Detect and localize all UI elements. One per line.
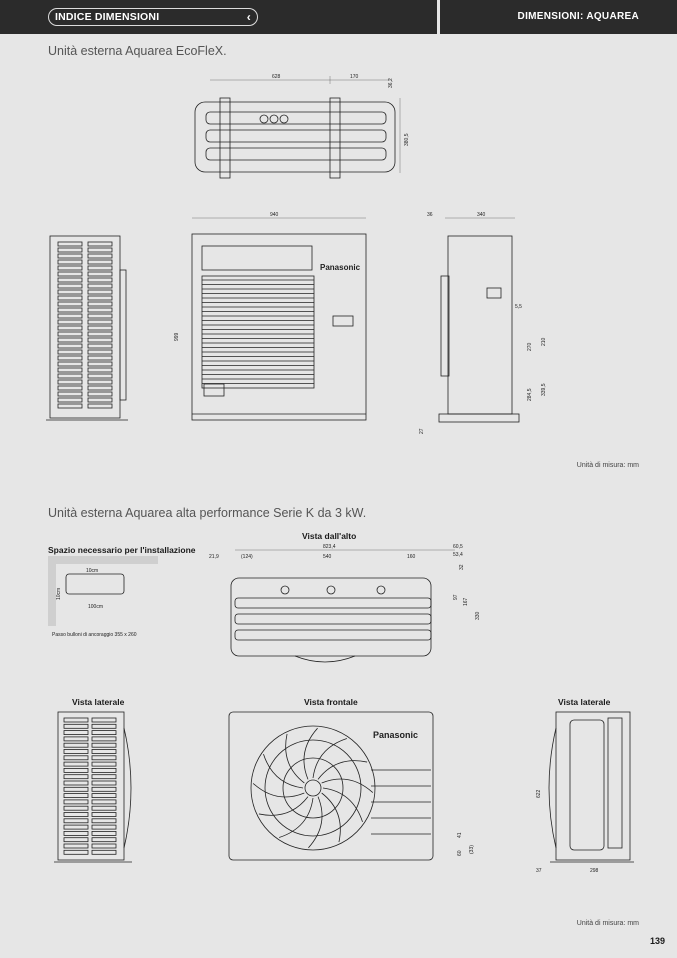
dim-298: 298	[590, 868, 599, 874]
view-side-left-label: Vista laterale	[72, 697, 125, 707]
section1-unit-note: Unità di misura: mm	[576, 462, 639, 469]
dim-97: 97	[453, 594, 459, 600]
dim-330: 330	[475, 611, 481, 620]
dim-284-5: 284,5	[527, 388, 533, 401]
section2-unit-note: Unità di misura: mm	[576, 920, 639, 927]
dim-340: 340	[477, 212, 486, 218]
k-side-view-left	[52, 708, 147, 868]
dim-21-9: 21,9	[209, 554, 219, 560]
install-bottom-100cm: 100cm	[88, 604, 104, 610]
dim-622: 622	[536, 789, 542, 798]
dim-36: 36	[427, 212, 433, 218]
dim-60-5: 60,5	[453, 544, 463, 550]
dim-339-5: 339,5	[541, 383, 547, 396]
dim-27: 27	[419, 428, 425, 434]
dim-37: 37	[536, 868, 542, 874]
section1-title: Unità esterna Aquarea EcoFleX.	[48, 44, 227, 58]
k-front-view-drawing	[225, 708, 485, 868]
dim-540: 540	[323, 554, 332, 560]
install-left-10cm: 10cm	[56, 587, 62, 600]
k-top-view-drawing	[205, 540, 485, 670]
index-nav-button[interactable]	[48, 8, 258, 26]
ecoflex-top-view-drawing	[180, 68, 420, 188]
header-bar	[0, 0, 677, 34]
dim-124: (124)	[241, 554, 253, 560]
header-divider	[437, 0, 440, 34]
dim-53-4: 53,4	[453, 552, 463, 558]
ecoflex-front-view-drawing	[170, 206, 380, 436]
dim-628: 628	[272, 74, 281, 80]
ecoflex-brand-logo: Panasonic	[320, 263, 361, 272]
install-note: Passo bulloni di ancoraggio 355 x 260	[52, 632, 137, 638]
section2-title: Unità esterna Aquarea alta performance Serie K da 3 kW.	[48, 506, 367, 520]
index-nav-label: INDICE DIMENSIONI	[55, 11, 160, 23]
dim-60: 60	[457, 850, 463, 856]
dim-210: 210	[541, 337, 547, 346]
install-space-diagram	[48, 556, 158, 626]
view-top-label: Vista dall'alto	[302, 531, 357, 541]
dim-999: 999	[174, 332, 180, 341]
dim-380-5: 380,5	[404, 133, 410, 146]
k-brand-logo: Panasonic	[373, 730, 419, 740]
k-side-view-right	[530, 708, 640, 880]
dim-167: 167	[463, 597, 469, 606]
dim-33: (33)	[469, 845, 475, 854]
page-number: 139	[649, 936, 665, 946]
dim-823-4: 823,4	[323, 544, 336, 550]
dim-160: 160	[407, 554, 416, 560]
view-side-right-label: Vista laterale	[558, 697, 611, 707]
dim-32: 32	[459, 564, 465, 570]
dim-270: 270	[527, 342, 533, 351]
chevron-left-icon: ‹	[246, 10, 251, 24]
install-space-title: Spazio necessario per l'installazione	[48, 545, 196, 555]
dim-170: 170	[350, 74, 359, 80]
dim-940: 940	[270, 212, 279, 218]
install-top-10cm: 10cm	[86, 568, 99, 574]
dim-41: 41	[457, 832, 463, 838]
dim-5-5: 5,5	[515, 304, 522, 310]
section-label: DIMENSIONI: AQUAREA	[517, 11, 639, 22]
view-front-label: Vista frontale	[304, 697, 358, 707]
ecoflex-side-view-left	[46, 230, 136, 430]
ecoflex-side-view-right	[415, 206, 565, 441]
dim-36-2: 36,2	[388, 78, 394, 88]
